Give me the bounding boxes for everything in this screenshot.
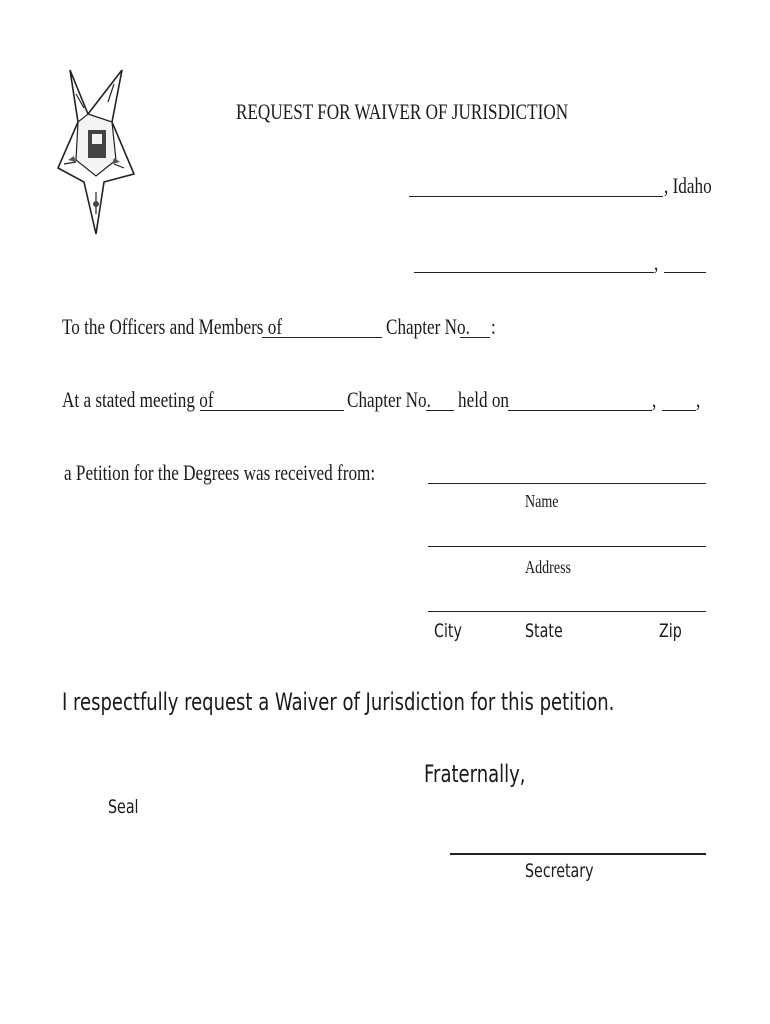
- state-label: , Idaho: [664, 173, 712, 198]
- meeting-chapter-name-blank[interactable]: [200, 410, 344, 411]
- meeting-held-on: held on: [458, 387, 510, 412]
- chapter-name-blank[interactable]: [262, 337, 382, 338]
- document-title: REQUEST FOR WAIVER OF JURISDICTION: [236, 99, 569, 124]
- meeting-date-comma: ,: [652, 387, 657, 412]
- year-blank[interactable]: [664, 272, 706, 273]
- salutation-prefix: To the Officers and Members of: [62, 314, 283, 339]
- name-blank[interactable]: [428, 483, 706, 484]
- meeting-chapter-label: Chapter No.: [347, 387, 431, 412]
- request-text: I respectfully request a Waiver of Jurisdiction for this petition.: [62, 688, 615, 716]
- seal-label: Seal: [108, 796, 139, 818]
- date-comma: ,: [654, 250, 659, 275]
- address-blank[interactable]: [428, 546, 706, 547]
- meeting-date-blank[interactable]: [508, 410, 652, 411]
- eastern-star-emblem-icon: [54, 64, 140, 238]
- signature-line[interactable]: [450, 853, 706, 855]
- meeting-end-comma: ,: [696, 387, 701, 412]
- meeting-year-blank[interactable]: [662, 410, 696, 411]
- salutation-colon: :: [491, 314, 496, 339]
- city-state-zip-blank[interactable]: [428, 611, 706, 612]
- meeting-chapter-number-blank[interactable]: [426, 410, 454, 411]
- city-label: City: [434, 620, 462, 642]
- salutation-chapter-label: Chapter No.: [386, 314, 470, 339]
- zip-label: Zip: [659, 620, 682, 642]
- state-field-label: State: [525, 620, 563, 642]
- meeting-prefix: At a stated meeting of: [62, 387, 214, 412]
- date-blank[interactable]: [414, 272, 654, 273]
- secretary-label: Secretary: [525, 860, 594, 882]
- closing-text: Fraternally,: [424, 760, 526, 788]
- petition-text: a Petition for the Degrees was received from:: [64, 460, 376, 485]
- name-label: Name: [525, 491, 559, 511]
- address-label: Address: [525, 557, 572, 577]
- chapter-number-blank[interactable]: [460, 337, 490, 338]
- city-blank[interactable]: [409, 196, 663, 197]
